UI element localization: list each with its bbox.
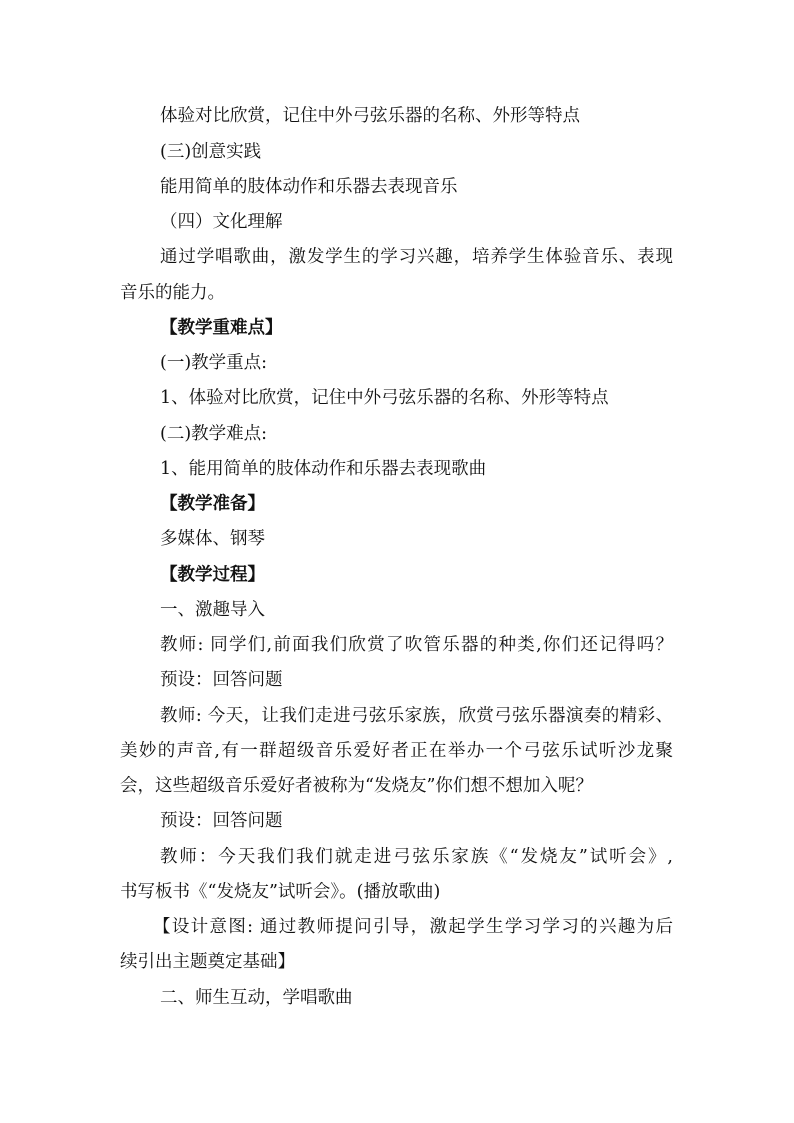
heading-teaching-preparation: 【教学准备】: [160, 494, 265, 514]
objective-creative-text: 能用简单的肢体动作和乐器去表现音乐: [160, 177, 458, 197]
teacher-line-1: 教师: 同学们,前面我们欣赏了吹管乐器的种类,你们还记得吗？: [160, 635, 673, 655]
subheading-key-points: (一)教学重点:: [160, 353, 268, 373]
expected-response-1: 预设：回答问题: [160, 670, 283, 690]
heading-key-difficult-points: 【教学重难点】: [160, 318, 283, 338]
objective-appreciation-text: 体验对比欣赏，记住中外弓弦乐器的名称、外形等特点: [160, 106, 580, 126]
step-heading-introduction: 一、激趣导入: [160, 600, 265, 620]
preparation-text: 多媒体、钢琴: [160, 529, 265, 549]
step-heading-interaction: 二、师生互动，学唱歌曲: [160, 988, 353, 1008]
difficult-point-item-1: 1、能用简单的肢体动作和乐器去表现歌曲: [160, 459, 487, 479]
heading-teaching-process: 【教学过程】: [160, 565, 265, 585]
objective-cultural-text-cont: 音乐的能力。: [120, 283, 225, 303]
section-heading-creative-practice: (三)创意实践: [160, 142, 262, 162]
key-point-item-1: 1、体验对比欣赏，记住中外弓弦乐器的名称、外形等特点: [160, 388, 609, 408]
teacher-line-2-cont-1: 美妙的声音,有一群超级音乐爱好者正在举办一个弓弦乐试听沙龙聚: [120, 741, 673, 761]
design-intent-text: 【设计意图: 通过教师提问引导，激起学生学习学习的兴趣为后: [153, 917, 673, 937]
expected-response-2: 预设：回答问题: [160, 811, 283, 831]
teacher-line-2-cont-2: 会，这些超级音乐爱好者被称为“发烧友”你们想不想加入呢？: [120, 776, 593, 796]
teacher-line-2: 教师: 今天，让我们走进弓弦乐家族，欣赏弓弦乐器演奏的精彩、: [160, 706, 673, 726]
objective-cultural-text: 通过学唱歌曲，激发学生的学习兴趣，培养学生体验音乐、表现: [160, 247, 673, 267]
design-intent-text-cont: 续引出主题奠定基础】: [120, 952, 295, 972]
teacher-line-3-cont: 书写板书《“发烧友”试听会》。(播放歌曲): [120, 882, 441, 902]
section-heading-cultural-understanding: （四）文化理解: [160, 212, 283, 232]
subheading-difficult-points: (二)教学难点:: [160, 424, 268, 444]
teacher-line-3: 教师：今天我们我们就走进弓弦乐家族《“发烧友”试听会》,: [160, 847, 673, 867]
